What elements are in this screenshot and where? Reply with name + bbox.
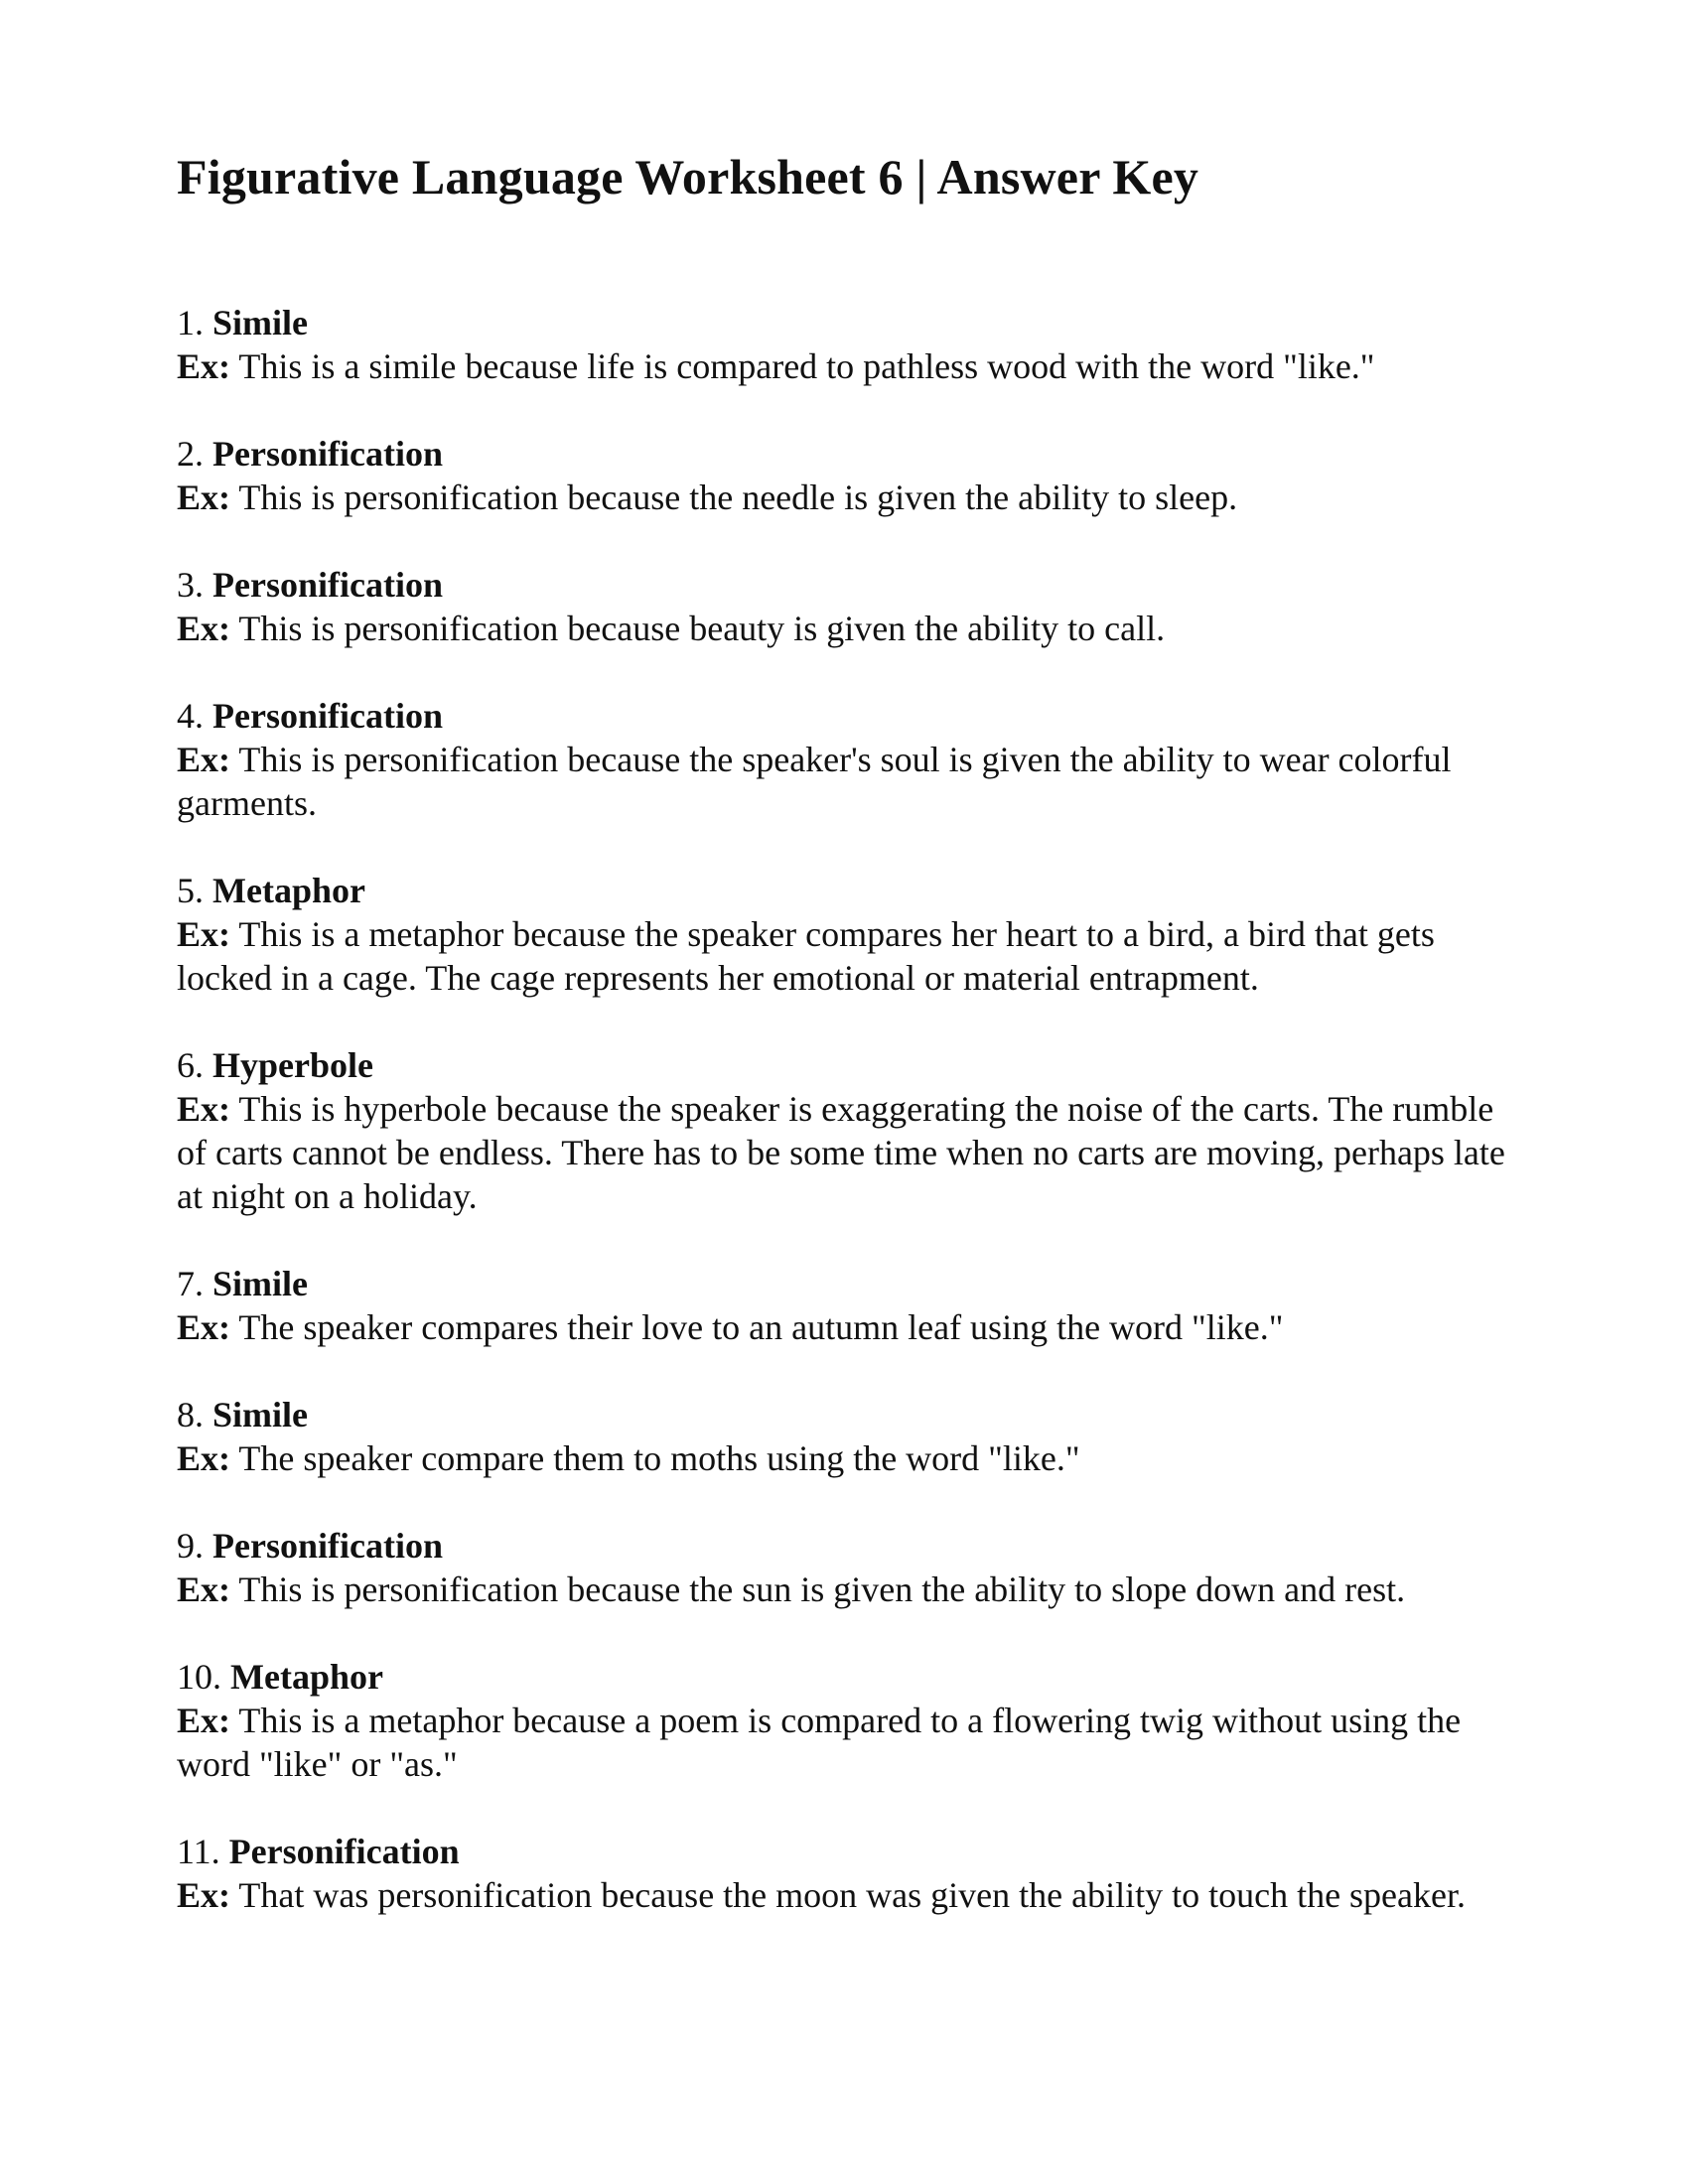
list-item	[177, 1655, 1527, 1786]
list-item	[177, 1524, 1527, 1611]
answer-heading	[177, 869, 1527, 912]
explanation-text: This is a metaphor because a poem is compared to a flowering twig without using the word "like" or "as."	[177, 1700, 1462, 1784]
answer-heading	[177, 1262, 1527, 1305]
ex-label: Ex:	[177, 1569, 230, 1609]
answer-heading	[177, 1393, 1527, 1436]
answer-number: 4.	[177, 695, 204, 736]
answer-heading	[177, 432, 1527, 476]
explanation-text: The speaker compares their love to an autumn leaf using the word "like."	[238, 1306, 1284, 1347]
answer-list	[177, 301, 1527, 1917]
answer-number: 3.	[177, 564, 204, 605]
answer-explanation	[177, 344, 1527, 388]
answer-number: 10.	[177, 1656, 221, 1697]
answer-number: 5.	[177, 870, 204, 910]
answer-explanation	[177, 476, 1527, 519]
answer-type: Simile	[212, 302, 308, 342]
answer-type: Simile	[212, 1394, 308, 1434]
answer-heading	[177, 1655, 1527, 1699]
list-item	[177, 563, 1527, 650]
explanation-text: This is hyperbole because the speaker is exaggerating the noise of the carts. The rumble of carts cannot be endless. There has to be some time when no carts are moving, perhaps late at night on a holiday.	[177, 1088, 1505, 1216]
answer-explanation	[177, 1873, 1527, 1917]
explanation-text: This is a simile because life is compared to pathless wood with the word "like."	[238, 345, 1375, 386]
answer-type: Hyperbole	[212, 1044, 373, 1085]
answer-explanation	[177, 1436, 1527, 1480]
explanation-text: That was personification because the moon was given the ability to touch the speaker.	[238, 1874, 1466, 1915]
answer-number: 1.	[177, 302, 204, 342]
answer-heading	[177, 563, 1527, 607]
list-item	[177, 869, 1527, 1000]
answer-heading	[177, 1043, 1527, 1087]
answer-type: Personification	[228, 1831, 460, 1871]
answer-number: 7.	[177, 1263, 204, 1303]
answer-explanation	[177, 738, 1527, 825]
answer-number: 6.	[177, 1044, 204, 1085]
explanation-text: This is personification because the sun is given the ability to slope down and rest.	[238, 1569, 1406, 1609]
ex-label: Ex:	[177, 1700, 230, 1740]
answer-number: 9.	[177, 1525, 204, 1566]
page-title: Figurative Language Worksheet 6 | Answer Key	[177, 149, 1199, 205]
answer-type: Personification	[212, 564, 443, 605]
answer-explanation	[177, 1699, 1527, 1786]
ex-label: Ex:	[177, 1874, 230, 1915]
answer-explanation	[177, 1568, 1527, 1611]
answer-explanation	[177, 1087, 1527, 1218]
ex-label: Ex:	[177, 608, 230, 648]
ex-label: Ex:	[177, 913, 230, 954]
list-item	[177, 1393, 1527, 1480]
list-item	[177, 1830, 1527, 1917]
worksheet-page	[177, 149, 1527, 1961]
explanation-text: This is personification because the needle is given the ability to sleep.	[238, 477, 1238, 517]
answer-heading	[177, 301, 1527, 344]
answer-explanation	[177, 1305, 1527, 1349]
ex-label: Ex:	[177, 345, 230, 386]
ex-label: Ex:	[177, 1437, 230, 1478]
ex-label: Ex:	[177, 477, 230, 517]
answer-number: 8.	[177, 1394, 204, 1434]
explanation-text: This is personification because beauty is given the ability to call.	[238, 608, 1166, 648]
answer-heading	[177, 1524, 1527, 1568]
list-item	[177, 432, 1527, 519]
answer-heading	[177, 1830, 1527, 1873]
answer-type: Personification	[212, 433, 443, 474]
answer-number: 11.	[177, 1831, 220, 1871]
answer-number: 2.	[177, 433, 204, 474]
answer-explanation	[177, 912, 1527, 1000]
explanation-text: This is personification because the speaker's soul is given the ability to wear colorful garments.	[177, 739, 1452, 823]
list-item	[177, 1043, 1527, 1218]
ex-label: Ex:	[177, 1306, 230, 1347]
answer-type: Simile	[212, 1263, 308, 1303]
list-item	[177, 1262, 1527, 1349]
answer-type: Metaphor	[230, 1656, 383, 1697]
ex-label: Ex:	[177, 739, 230, 779]
ex-label: Ex:	[177, 1088, 230, 1129]
answer-type: Personification	[212, 695, 443, 736]
explanation-text: The speaker compare them to moths using the word "like."	[238, 1437, 1080, 1478]
answer-type: Metaphor	[212, 870, 365, 910]
explanation-text: This is a metaphor because the speaker compares her heart to a bird, a bird that gets locked in a cage. The cage represents her emotional or material entrapment.	[177, 913, 1435, 998]
answer-type: Personification	[212, 1525, 443, 1566]
answer-explanation	[177, 607, 1527, 650]
list-item	[177, 301, 1527, 388]
list-item	[177, 694, 1527, 825]
answer-heading	[177, 694, 1527, 738]
